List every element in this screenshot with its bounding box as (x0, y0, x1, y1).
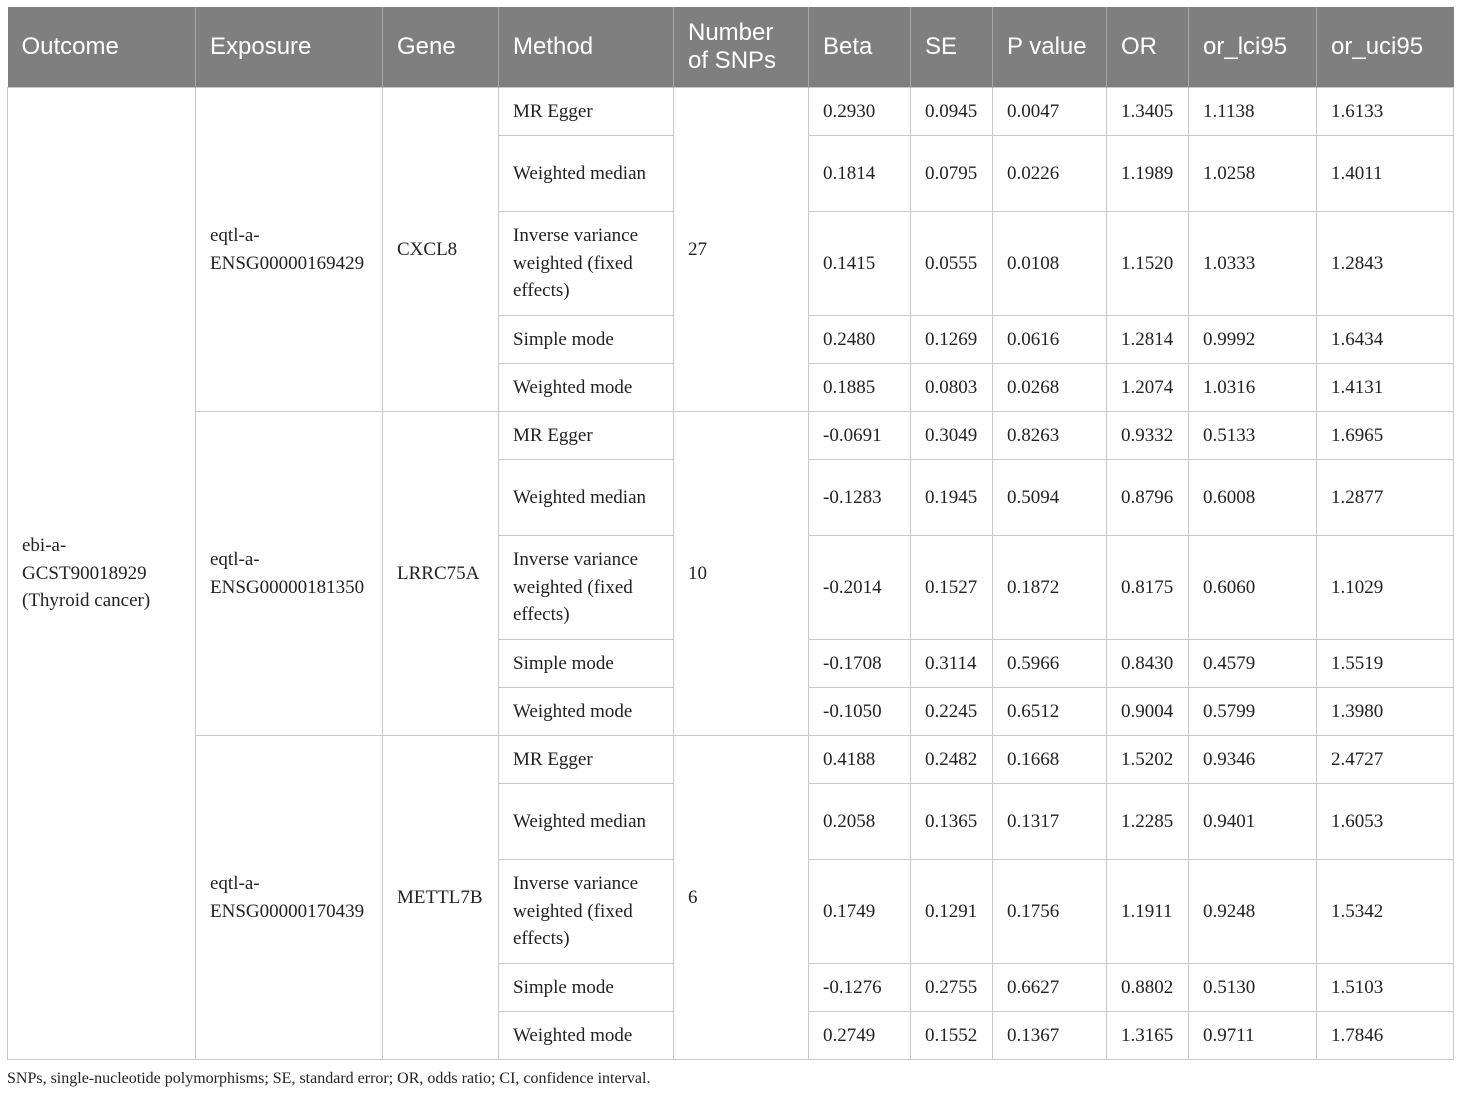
se-cell: 0.3114 (911, 640, 993, 688)
or-uci95-cell: 1.2877 (1317, 460, 1454, 536)
table-footnote: SNPs, single-nucleotide polymorphisms; SE, standard error; OR, odds ratio; CI, confidence interval. (7, 1070, 651, 1087)
table-row (8, 88, 1454, 136)
nsnp-cell: 6 (674, 736, 809, 1060)
or-lci95-cell: 0.5130 (1189, 964, 1317, 1012)
p-value-cell: 0.0047 (993, 88, 1107, 136)
p-value-cell: 0.1756 (993, 860, 1107, 964)
method-cell: Inverse variance weighted (fixed effects) (499, 536, 674, 640)
se-cell: 0.2245 (911, 688, 993, 736)
beta-cell: 0.1415 (809, 212, 911, 316)
exposure-cell: eqtl-a-ENSG00000181350 (196, 412, 383, 736)
method-cell: Weighted median (499, 136, 674, 212)
or-lci95-cell: 0.9401 (1189, 784, 1317, 860)
or-uci95-cell: 1.4011 (1317, 136, 1454, 212)
p-value-cell: 0.1317 (993, 784, 1107, 860)
method-cell: Weighted median (499, 784, 674, 860)
exposure-cell: eqtl-a-ENSG00000170439 (196, 736, 383, 1060)
se-cell: 0.1945 (911, 460, 993, 536)
or-lci95-cell: 0.9992 (1189, 316, 1317, 364)
se-cell: 0.2482 (911, 736, 993, 784)
method-cell: Weighted mode (499, 688, 674, 736)
header-method: Method (499, 7, 674, 88)
se-cell: 0.1269 (911, 316, 993, 364)
or-uci95-cell: 1.4131 (1317, 364, 1454, 412)
se-cell: 0.1365 (911, 784, 993, 860)
or-lci95-cell: 0.4579 (1189, 640, 1317, 688)
se-cell: 0.2755 (911, 964, 993, 1012)
or-lci95-cell: 1.1138 (1189, 88, 1317, 136)
method-cell: Weighted mode (499, 364, 674, 412)
p-value-cell: 0.6512 (993, 688, 1107, 736)
header-or: OR (1107, 7, 1189, 88)
or-uci95-cell: 1.7846 (1317, 1012, 1454, 1060)
method-cell: MR Egger (499, 412, 674, 460)
se-cell: 0.0795 (911, 136, 993, 212)
se-cell: 0.0803 (911, 364, 993, 412)
nsnp-cell: 27 (674, 88, 809, 412)
header-p-value: P value (993, 7, 1107, 88)
se-cell: 0.0945 (911, 88, 993, 136)
p-value-cell: 0.0268 (993, 364, 1107, 412)
results-table-wrapper (7, 7, 1453, 1060)
or-cell: 1.3165 (1107, 1012, 1189, 1060)
or-lci95-cell: 1.0333 (1189, 212, 1317, 316)
mr-results-table (7, 7, 1454, 1060)
nsnp-cell: 10 (674, 412, 809, 736)
or-cell: 1.1520 (1107, 212, 1189, 316)
p-value-cell: 0.8263 (993, 412, 1107, 460)
or-cell: 0.8430 (1107, 640, 1189, 688)
or-uci95-cell: 1.5519 (1317, 640, 1454, 688)
or-uci95-cell: 1.3980 (1317, 688, 1454, 736)
outcome-cell: ebi-a-GCST90018929 (Thyroid cancer) (8, 88, 196, 1060)
gene-cell: CXCL8 (383, 88, 499, 412)
se-cell: 0.0555 (911, 212, 993, 316)
or-cell: 1.2814 (1107, 316, 1189, 364)
or-cell: 0.9332 (1107, 412, 1189, 460)
p-value-cell: 0.0616 (993, 316, 1107, 364)
se-cell: 0.1527 (911, 536, 993, 640)
header-outcome: Outcome (8, 7, 196, 88)
header-or-uci95: or_uci95 (1317, 7, 1454, 88)
or-lci95-cell: 1.0258 (1189, 136, 1317, 212)
beta-cell: 0.2480 (809, 316, 911, 364)
or-cell: 0.8175 (1107, 536, 1189, 640)
table-row (8, 412, 1454, 460)
beta-cell: 0.1814 (809, 136, 911, 212)
or-lci95-cell: 0.6060 (1189, 536, 1317, 640)
header-beta: Beta (809, 7, 911, 88)
or-lci95-cell: 0.9248 (1189, 860, 1317, 964)
p-value-cell: 0.1367 (993, 1012, 1107, 1060)
method-cell: MR Egger (499, 736, 674, 784)
or-cell: 1.3405 (1107, 88, 1189, 136)
p-value-cell: 0.5966 (993, 640, 1107, 688)
or-lci95-cell: 0.9346 (1189, 736, 1317, 784)
beta-cell: -0.1050 (809, 688, 911, 736)
beta-cell: -0.1276 (809, 964, 911, 1012)
or-uci95-cell: 2.4727 (1317, 736, 1454, 784)
or-cell: 1.1911 (1107, 860, 1189, 964)
or-uci95-cell: 1.6133 (1317, 88, 1454, 136)
gene-cell: METTL7B (383, 736, 499, 1060)
or-cell: 1.1989 (1107, 136, 1189, 212)
method-cell: Simple mode (499, 316, 674, 364)
or-cell: 0.9004 (1107, 688, 1189, 736)
or-cell: 1.2074 (1107, 364, 1189, 412)
method-cell: Inverse variance weighted (fixed effects) (499, 212, 674, 316)
beta-cell: 0.2058 (809, 784, 911, 860)
or-lci95-cell: 1.0316 (1189, 364, 1317, 412)
or-cell: 1.2285 (1107, 784, 1189, 860)
beta-cell: -0.0691 (809, 412, 911, 460)
gene-cell: LRRC75A (383, 412, 499, 736)
beta-cell: 0.4188 (809, 736, 911, 784)
beta-cell: 0.1885 (809, 364, 911, 412)
method-cell: Weighted mode (499, 1012, 674, 1060)
or-uci95-cell: 1.1029 (1317, 536, 1454, 640)
or-cell: 1.5202 (1107, 736, 1189, 784)
beta-cell: 0.1749 (809, 860, 911, 964)
or-uci95-cell: 1.6965 (1317, 412, 1454, 460)
beta-cell: -0.2014 (809, 536, 911, 640)
beta-cell: -0.1708 (809, 640, 911, 688)
beta-cell: 0.2749 (809, 1012, 911, 1060)
header-or-lci95: or_lci95 (1189, 7, 1317, 88)
or-uci95-cell: 1.6053 (1317, 784, 1454, 860)
or-lci95-cell: 0.9711 (1189, 1012, 1317, 1060)
p-value-cell: 0.6627 (993, 964, 1107, 1012)
beta-cell: 0.2930 (809, 88, 911, 136)
method-cell: Simple mode (499, 964, 674, 1012)
se-cell: 0.3049 (911, 412, 993, 460)
se-cell: 0.1552 (911, 1012, 993, 1060)
p-value-cell: 0.5094 (993, 460, 1107, 536)
p-value-cell: 0.0226 (993, 136, 1107, 212)
se-cell: 0.1291 (911, 860, 993, 964)
p-value-cell: 0.0108 (993, 212, 1107, 316)
exposure-cell: eqtl-a-ENSG00000169429 (196, 88, 383, 412)
or-cell: 0.8802 (1107, 964, 1189, 1012)
p-value-cell: 0.1872 (993, 536, 1107, 640)
or-lci95-cell: 0.5799 (1189, 688, 1317, 736)
method-cell: Weighted median (499, 460, 674, 536)
or-uci95-cell: 1.6434 (1317, 316, 1454, 364)
method-cell: MR Egger (499, 88, 674, 136)
header-gene: Gene (383, 7, 499, 88)
method-cell: Simple mode (499, 640, 674, 688)
or-lci95-cell: 0.6008 (1189, 460, 1317, 536)
header-row (8, 7, 1454, 88)
or-uci95-cell: 1.5342 (1317, 860, 1454, 964)
header-exposure: Exposure (196, 7, 383, 88)
beta-cell: -0.1283 (809, 460, 911, 536)
or-uci95-cell: 1.5103 (1317, 964, 1454, 1012)
p-value-cell: 0.1668 (993, 736, 1107, 784)
or-uci95-cell: 1.2843 (1317, 212, 1454, 316)
table-row (8, 736, 1454, 784)
method-cell: Inverse variance weighted (fixed effects) (499, 860, 674, 964)
or-lci95-cell: 0.5133 (1189, 412, 1317, 460)
header-number-of-snps: Number of SNPs (674, 7, 809, 88)
header-se: SE (911, 7, 993, 88)
or-cell: 0.8796 (1107, 460, 1189, 536)
